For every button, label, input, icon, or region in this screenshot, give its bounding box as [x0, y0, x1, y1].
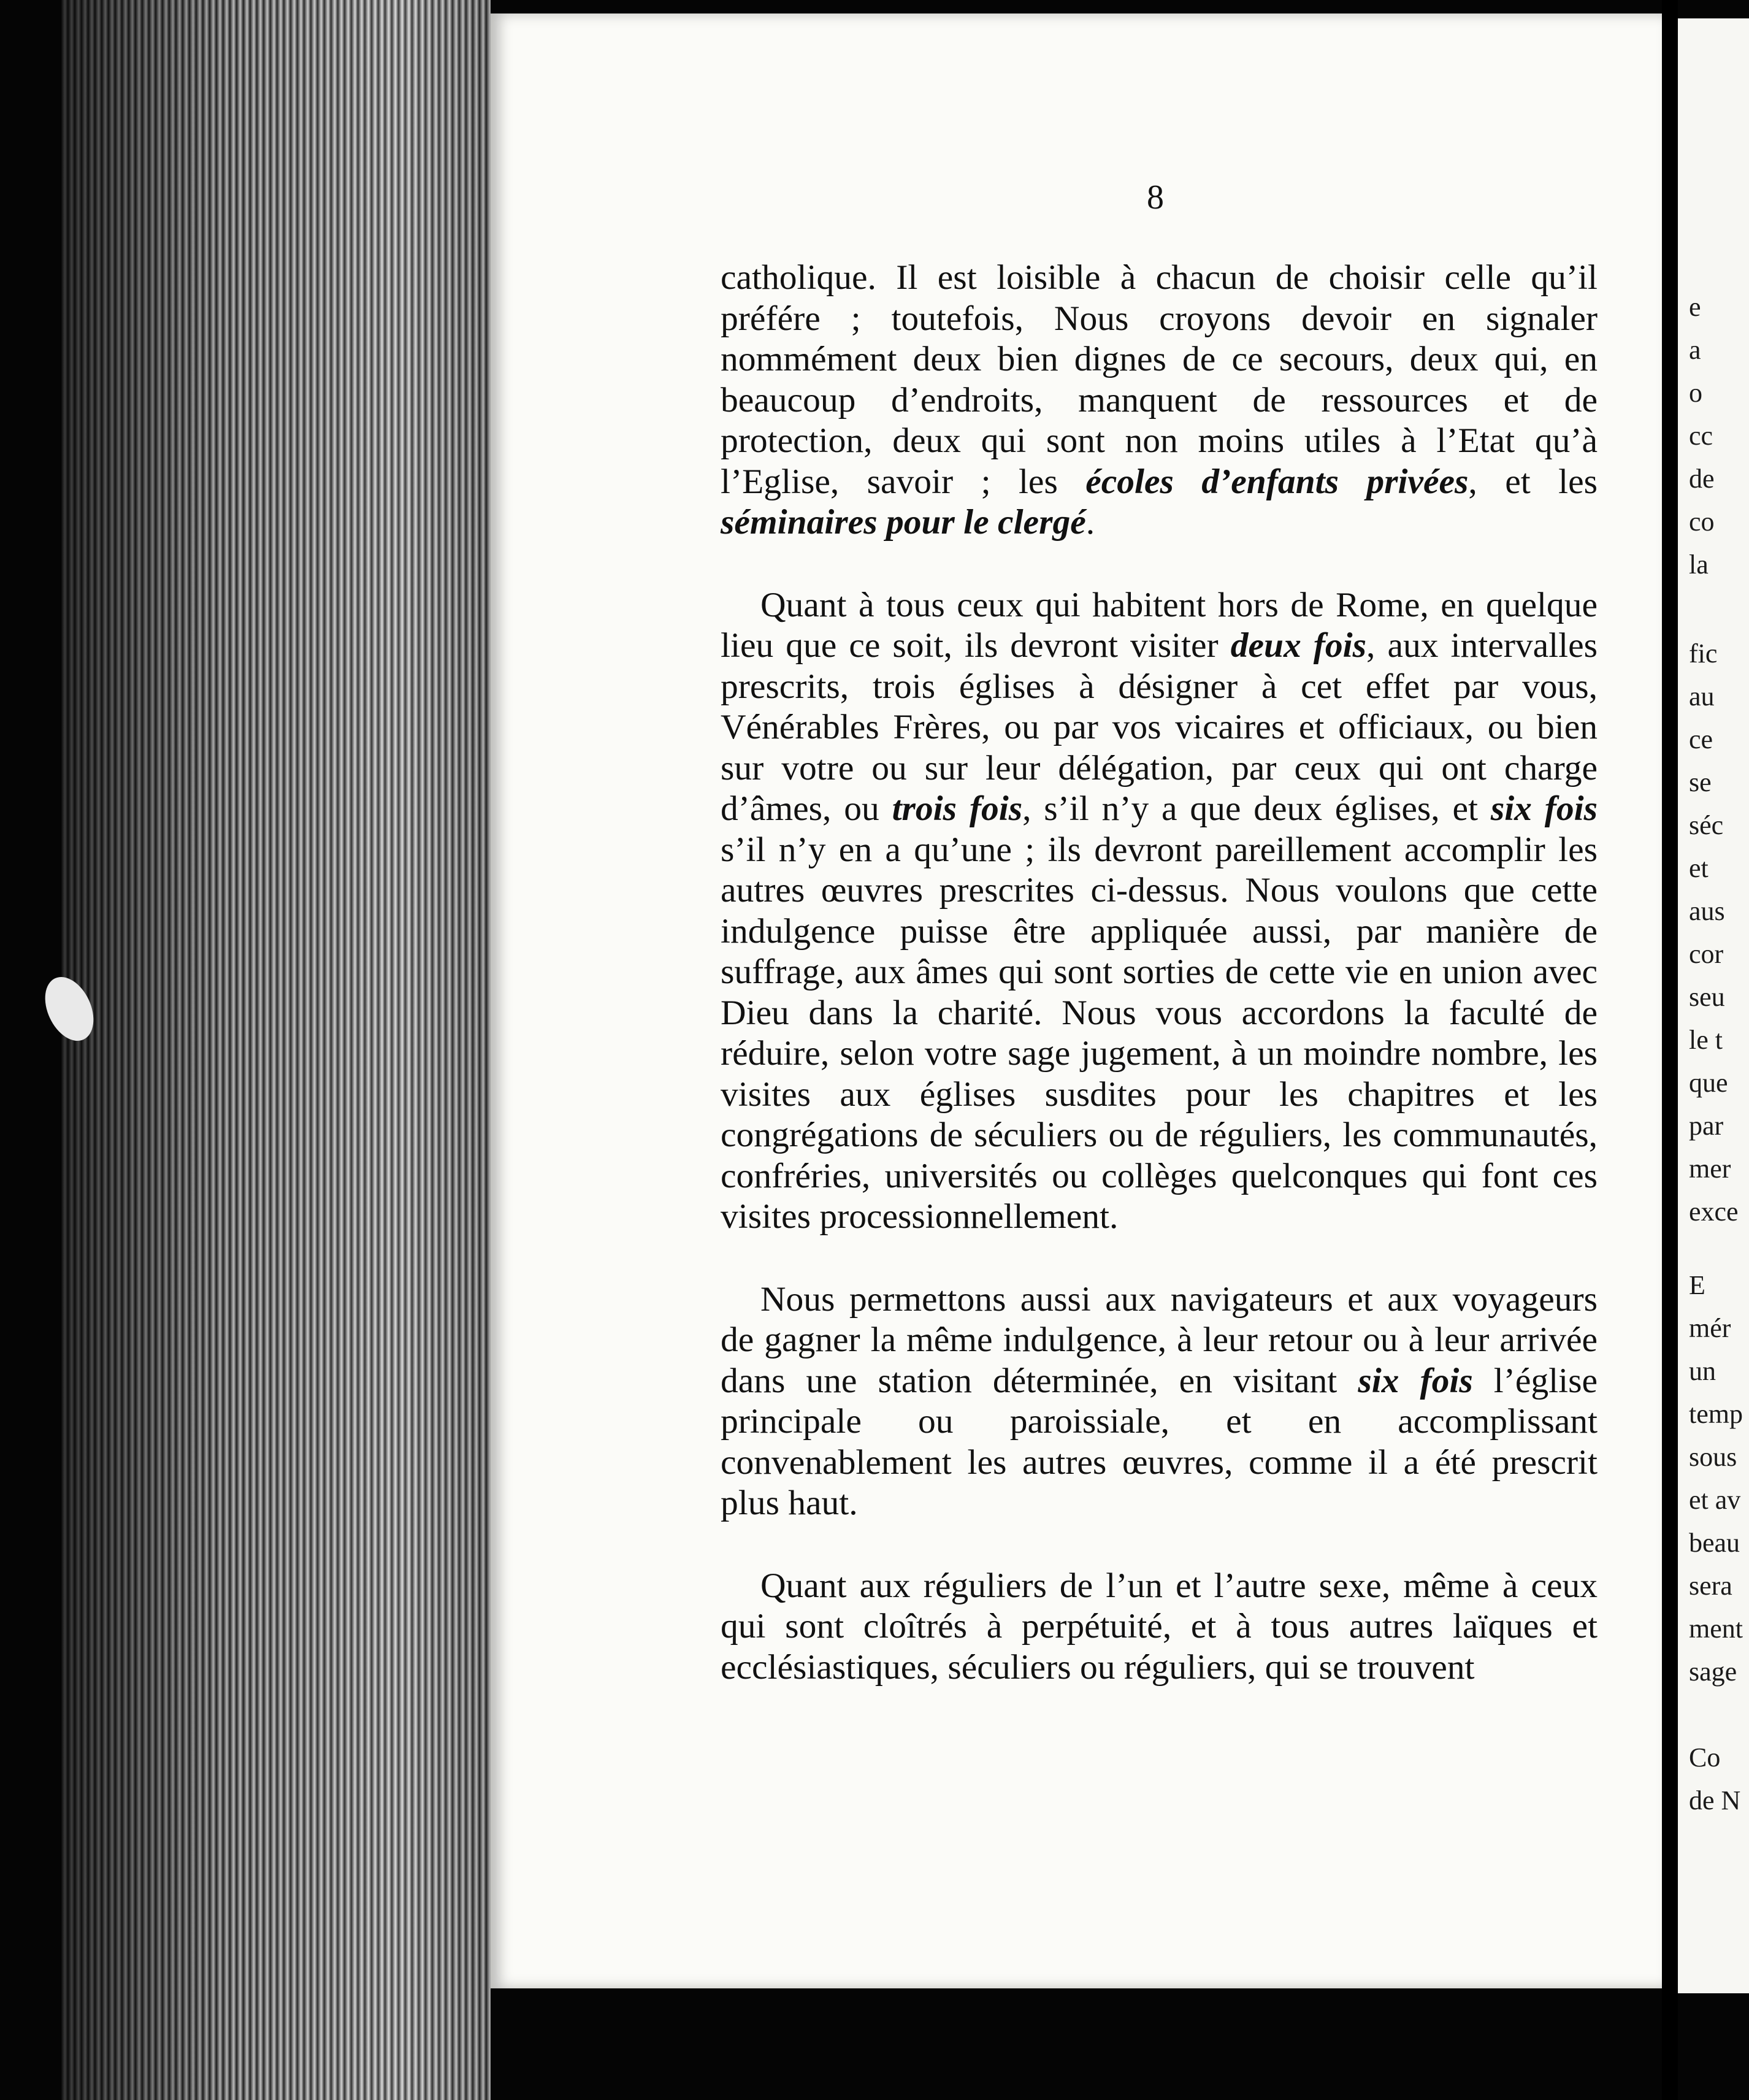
facing-page-line: par	[1689, 1111, 1724, 1141]
facing-page-line: aus	[1689, 896, 1725, 926]
paragraph	[721, 585, 1598, 1238]
text-run: l’église principale ou paroissiale, et en accomplissant convenablement les autres œuvres, comme il a été prescrit plus haut.	[721, 1361, 1598, 1522]
facing-page-line: exce	[1689, 1197, 1739, 1227]
facing-page-line: et av	[1689, 1485, 1741, 1515]
facing-page-line: co	[1689, 507, 1715, 537]
italic-phrase: six fois	[1358, 1361, 1473, 1400]
facing-page-line: et	[1689, 853, 1709, 883]
facing-page-line: a	[1689, 335, 1701, 365]
page-edges-shadow	[61, 0, 491, 2100]
text-run: Quant à tous ceux qui habitent hors de Rome, en quelque lieu que ce soit, ils devront visiter	[721, 585, 1598, 665]
facing-page-line: de	[1689, 464, 1715, 494]
italic-phrase: écoles d’enfants privées	[1085, 462, 1469, 501]
facing-page-line: seu	[1689, 982, 1725, 1012]
page-number: 8	[1147, 178, 1164, 217]
page-body-text	[721, 258, 1598, 1730]
facing-page-line: cc	[1689, 421, 1713, 451]
facing-page-line: mer	[1689, 1154, 1731, 1184]
facing-page-line: que	[1689, 1068, 1728, 1098]
facing-page-line: temp	[1689, 1399, 1743, 1429]
facing-page-fragment	[1678, 18, 1749, 1993]
facing-page-line: cor	[1689, 939, 1724, 969]
italic-phrase: séminaires pour le clergé	[721, 503, 1086, 542]
text-run: s’il n’y en a qu’une ; ils devront pareillement accomplir les autres œuvres prescrites ci-dessus. Nous voulons que cette indulgence puisse être appliquée aussi, par manière de suffrage, aux âmes qui sont sorties de cette vie en union avec Dieu dans la charité. Nous vous accordons la faculté de réduire, selon votre sage jugement, à un moindre nombre, les visites aux églises susdites pour les chapitres et les congrégations de séculiers ou de réguliers, les communautés, confréries, universités ou collèges quelconques qui font ces visites processionnellement.	[721, 830, 1598, 1236]
facing-page-line: mér	[1689, 1313, 1731, 1343]
text-run: , s’il n’y a que deux églises, et	[1022, 789, 1491, 828]
facing-page-line: ment	[1689, 1614, 1743, 1644]
text-run: Nous permettons aussi aux navigateurs et aux voyageurs de gagner la même indulgence, à leur retour ou à leur arrivée dans une station déterminée, en visitant	[721, 1279, 1598, 1400]
facing-page-line: sera	[1689, 1571, 1732, 1601]
facing-page-line: un	[1689, 1356, 1716, 1386]
facing-page-line: ce	[1689, 724, 1713, 754]
facing-page-line: le t	[1689, 1025, 1723, 1055]
facing-page-line: beau	[1689, 1528, 1740, 1558]
facing-page-line: séc	[1689, 810, 1724, 840]
facing-page-line: sage	[1689, 1657, 1737, 1687]
facing-page-line: de N	[1689, 1785, 1741, 1815]
text-run: Quant aux réguliers de l’un et l’autre sexe, même à ceux qui sont cloîtrés à perpétuité, et à tous autres laïques et ecclésiastiques, séculiers ou réguliers, qui se trouvent	[721, 1566, 1598, 1687]
facing-page-line: e	[1689, 292, 1701, 322]
facing-page-line: E	[1689, 1270, 1705, 1300]
text-run: , et les	[1468, 462, 1598, 501]
facing-page-line: au	[1689, 681, 1715, 711]
italic-phrase: deux fois	[1230, 626, 1367, 665]
facing-page-line: Co	[1689, 1742, 1721, 1772]
paragraph	[721, 258, 1598, 543]
facing-page-line: sous	[1689, 1442, 1737, 1472]
paragraph	[721, 1566, 1598, 1688]
text-run: catholique. Il est loisible à chacun de choisir celle qu’il préfére ; toutefois, Nous croyons devoir en signaler nommément deux bien dignes de ce secours, deux qui, en beaucoup d’endroits, manquent de ressources et de protection, deux qui sont non moins utiles à l’Etat qu’à l’Eglise, savoir ; les	[721, 258, 1598, 501]
text-run: .	[1085, 503, 1095, 542]
text-run: , aux intervalles prescrits, trois églises à désigner à cet effet par vous, Vénérables Frères, ou par vos vicaires et officiaux, ou bien sur votre ou sur leur délégation, par ceux qui ont charge d’âmes, ou	[721, 626, 1598, 828]
italic-phrase: trois fois	[892, 789, 1023, 828]
facing-page-line: fic	[1689, 638, 1718, 669]
italic-phrase: six fois	[1490, 789, 1598, 828]
facing-page-line: la	[1689, 550, 1709, 580]
facing-page-line: o	[1689, 378, 1702, 408]
paragraph	[721, 1279, 1598, 1524]
facing-page-line: se	[1689, 767, 1712, 797]
book-gutter	[1662, 0, 1678, 2100]
